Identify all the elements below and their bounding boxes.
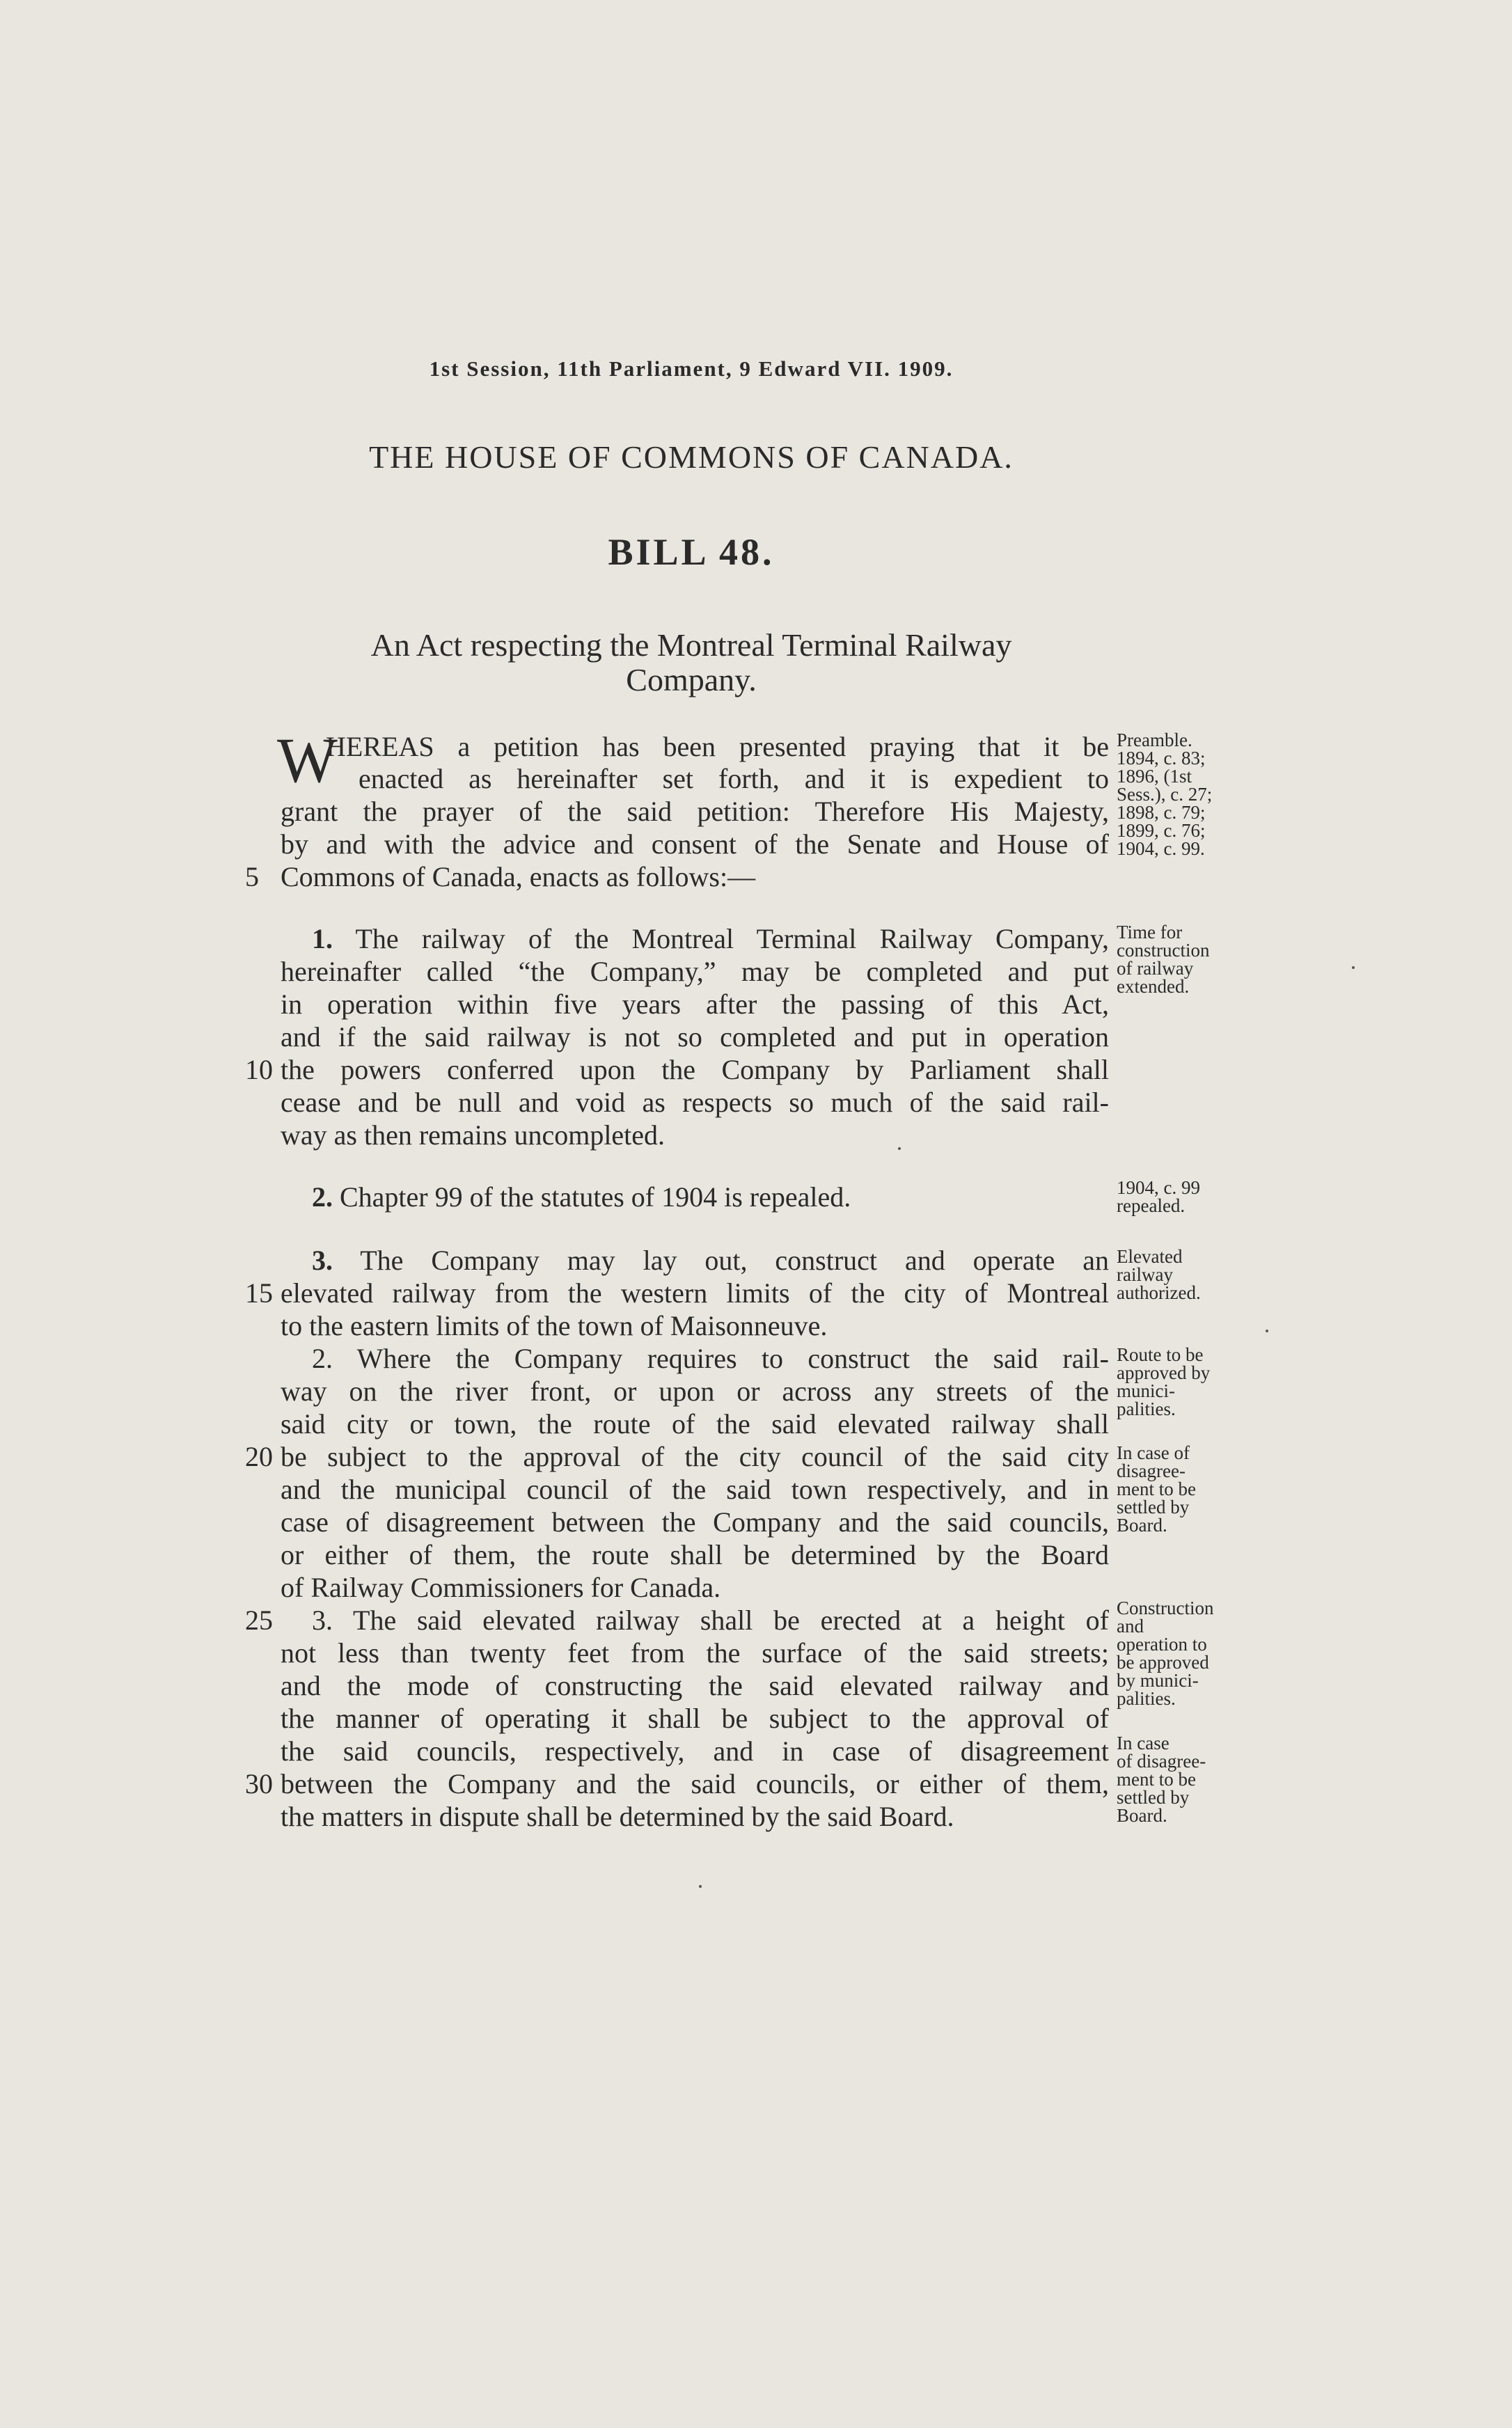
section-1-line: way as then remains uncompleted. [281,1119,666,1151]
section-3-2-line: be subject to the approval of the city council of the said city [281,1441,1109,1472]
section-3-3-line: and the mode of constructing the said elevated railway and [281,1670,1109,1701]
section-3-2-line: or either of them, the route shall be determined by the Board [281,1539,1109,1570]
section-3-2-line: 2. Where the Company requires to construct the said rail- [312,1343,1109,1374]
bill-number: BILL 48. [608,531,775,573]
section-3-3-line: 3. The said elevated railway shall be erected at a height of [312,1605,1109,1636]
line-number: 15 [245,1277,273,1309]
act-title-line-1: An Act respecting the Montreal Terminal Railway [370,627,1012,663]
preamble-line: by and with the advice and consent of the Senate and House of [281,828,1109,860]
marginal-note-section-3-3: Construction and operation to be approved by munici- palities. [1117,1598,1214,1709]
section-2-line: 2. Chapter 99 of the statutes of 1904 is repealed. [312,1181,851,1213]
marginal-note-section-3: Elevated railway authorized. [1117,1246,1201,1303]
marginal-note-section-3-2: Route to be approved by munici- palities. [1117,1344,1211,1419]
section-3-3-line: the manner of operating it shall be subject to the approval of [281,1703,1109,1734]
section-3-3-line: between the Company and the said councils, or either of them, [281,1768,1109,1799]
line-number: 20 [245,1441,273,1472]
paper-speck [898,1147,901,1150]
section-3-3-line: the matters in dispute shall be determined by the said Board. [281,1801,954,1832]
section-1-line: and if the said railway is not so completed and put in operation [281,1021,1109,1053]
drop-cap: W [277,725,338,796]
section-1-line: 1. The railway of the Montreal Terminal Railway Company, [312,923,1109,954]
preamble-line: grant the prayer of the said petition: Therefore His Majesty, [281,796,1109,827]
section-3-2-line: and the municipal council of the said town respectively, and in [281,1474,1109,1505]
section-1-line: the powers conferred upon the Company by Parliament shall [281,1054,1109,1085]
section-1-line: in operation within five years after the passing of this Act, [281,988,1109,1020]
marginal-note-preamble: Preamble. 1894, c. 83; 1896, (1st Sess.), c. 27; 1898, c. 79; 1899, c. 76; 1904, c. 99. [1117,730,1213,859]
marginal-note-section-3-3-board: In case of disagree- ment to be settled by Board. [1117,1733,1206,1826]
section-3-3-line: not less than twenty feet from the surface of the said streets; [281,1637,1109,1669]
section-number: 2. [312,1181,333,1213]
section-3-line: elevated railway from the western limits of the city of Montreal [281,1277,1109,1309]
section-3-2-line: way on the river front, or upon or across any streets of the [281,1375,1109,1407]
section-3-2-line: of Railway Commissioners for Canada. [281,1572,721,1603]
section-3-line: 3. The Company may lay out, construct and operate an [312,1245,1109,1276]
section-1-line: hereinafter called “the Company,” may be completed and put [281,956,1109,987]
preamble-line: HEREAS a petition has been presented praying that it be [326,731,1109,762]
preamble-line: enacted as hereinafter set forth, and it is expedient to [359,763,1109,794]
section-number: 3. [312,1245,333,1276]
section-3-2-line: case of disagreement between the Company and the said councils, [281,1506,1109,1538]
section-3-3-line: the said councils, respectively, and in case of disagreement [281,1735,1109,1767]
act-title-line-2: Company. [626,662,757,697]
session-header: 1st Session, 11th Parliament, 9 Edward VII. 1909. [429,356,954,381]
line-number: 5 [245,861,259,892]
section-3-2-line: said city or town, the route of the said elevated railway shall [281,1408,1109,1440]
section-1-line: cease and be null and void as respects so much of the said rail- [281,1087,1109,1118]
line-number: 30 [245,1768,273,1799]
paper-speck [699,1885,702,1888]
paper-speck [1266,1330,1268,1332]
preamble-line: Commons of Canada, enacts as follows:— [281,861,756,892]
section-3-line: to the eastern limits of the town of Maisonneuve. [281,1310,828,1341]
line-number: 10 [245,1054,273,1085]
paper-speck [1352,966,1355,969]
house-heading: THE HOUSE OF COMMONS OF CANADA. [369,439,1014,475]
line-number: 25 [245,1605,273,1636]
marginal-note-section-1: Time for construction of railway extended. [1117,922,1210,997]
marginal-note-section-3-2-board: In case of disagree- ment to be settled by Board. [1117,1442,1196,1536]
section-number: 1. [312,923,333,954]
act-title [0,628,1383,697]
marginal-note-section-2: 1904, c. 99 repealed. [1117,1177,1200,1216]
